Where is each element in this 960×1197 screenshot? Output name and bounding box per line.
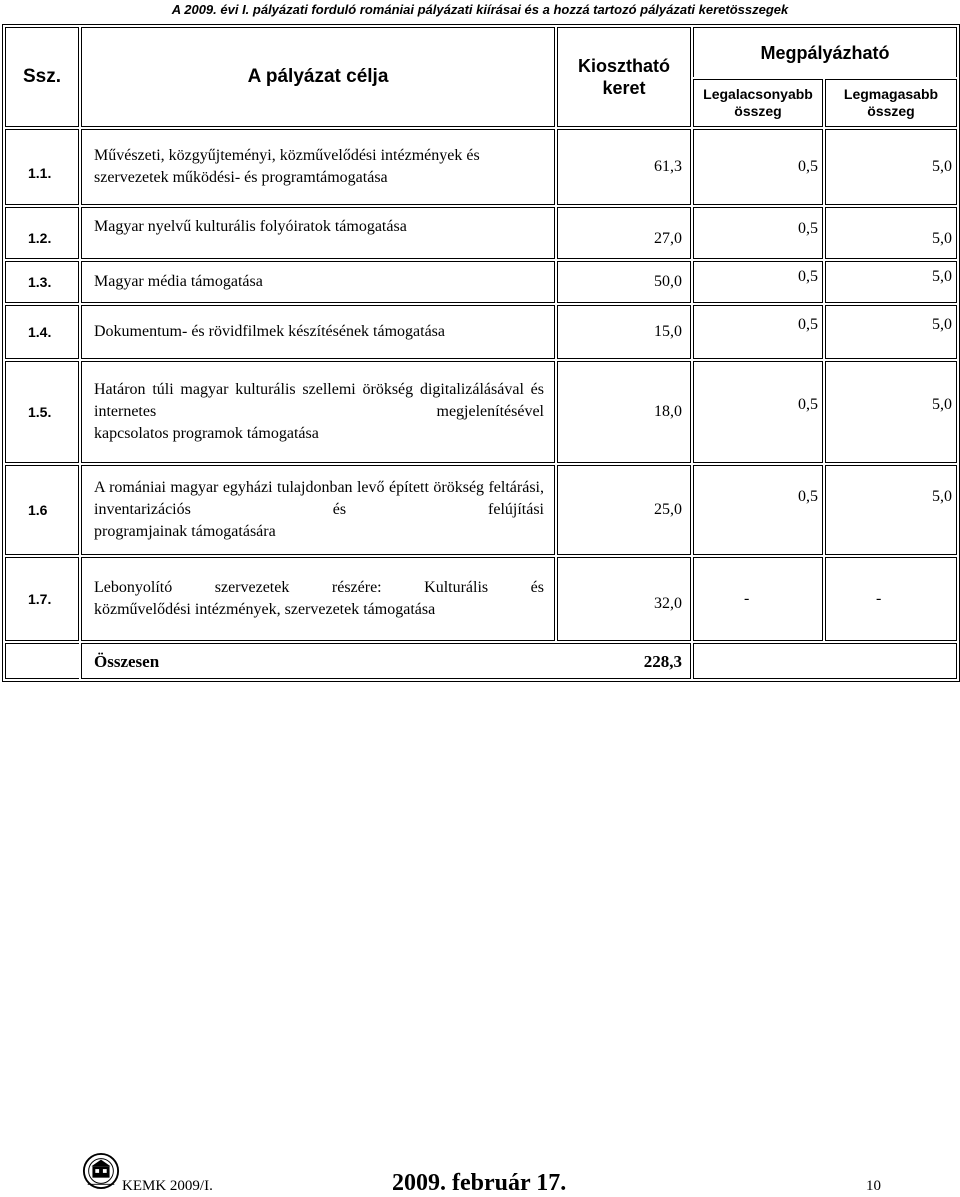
table-row [5,129,957,205]
row-max: 5,0 [825,465,957,555]
row-budget: 25,0 [557,465,691,555]
row-min: 0,5 [693,465,823,555]
header-budget-line1: Kiosztható [578,56,670,76]
header-max-line2: összeg [867,103,915,119]
table-row [5,465,957,555]
row-max: 5,0 [825,129,957,205]
total-row [5,643,957,679]
row-max: 5,0 [825,261,957,303]
header-budget [557,27,691,127]
seal-logo-icon [82,1152,120,1190]
header-max-line1: Legmagasabb [843,86,939,102]
row-purpose-main: Határon túli magyar kulturális szellemi örökség digitalizálásával és internetes megjelenítésével [94,381,544,420]
row-purpose-end: közművelődési intézmények, szervezetek támogatása [94,601,436,618]
row-purpose: Művészeti, közgyűjteményi, közművelődési intézmények és szervezetek működési- és programtámogatása [81,129,555,205]
row-purpose: Magyar nyelvű kulturális folyóiratok támogatása [81,207,555,259]
header-max [825,79,957,127]
footer-date: 2009. február 17. [392,1170,567,1196]
row-max: 5,0 [825,207,957,259]
row-purpose-main: A romániai magyar egyházi tulajdonban levő épített örökség feltárási, inventarizációs és felújítási [94,479,544,518]
table-row [5,207,957,259]
page-footer [0,1150,960,1196]
row-purpose [81,557,555,641]
row-purpose-end: kapcsolatos programok támogatása [94,425,319,442]
row-min: 0,5 [693,261,823,303]
row-number: 1.4. [5,305,79,359]
header-purpose: A pályázat célja [81,27,555,127]
table-row [5,361,957,463]
row-min: 0,5 [693,361,823,463]
row-number: 1.2. [5,207,79,259]
header-min [693,79,823,127]
row-purpose [81,361,555,463]
page-title: A 2009. évi I. pályázati forduló romániai pályázati kiírásai és a hozzá tartozó pályázati keretösszegek [171,2,789,17]
row-purpose-end: programjainak támogatására [94,523,276,540]
table-row [5,557,957,641]
row-number: 1.5. [5,361,79,463]
header-min-line1: Legalacsonyabb [703,86,813,102]
total-cell [81,643,691,679]
row-number: 1.1. [5,129,79,205]
table-row [5,261,957,303]
row-budget: 27,0 [557,207,691,259]
total-value: 228,3 [643,652,682,671]
table-header-row [5,27,957,77]
row-budget: 61,3 [557,129,691,205]
header-ssz: Ssz. [5,27,79,127]
row-budget: 50,0 [557,261,691,303]
header-applicable: Megpályázható [693,27,957,77]
row-purpose-main: Lebonyolító szervezetek részére: Kulturális és [94,579,544,596]
row-budget: 15,0 [557,305,691,359]
row-max: 5,0 [825,305,957,359]
footer-page-number: 10 [866,1178,881,1194]
row-min: 0,5 [693,305,823,359]
grant-table [2,24,960,682]
row-max: 5,0 [825,361,957,463]
row-number: 1.7. [5,557,79,641]
row-purpose [81,465,555,555]
row-min: - [693,557,823,641]
header-min-line2: összeg [734,103,782,119]
footer-code: KEMK 2009/I. [122,1178,213,1194]
row-min: 0,5 [693,129,823,205]
row-min: 0,5 [693,207,823,259]
total-spacer [5,643,79,679]
row-budget: 18,0 [557,361,691,463]
row-purpose: Magyar média támogatása [81,261,555,303]
row-number: 1.3. [5,261,79,303]
row-purpose: Dokumentum- és rövidfilmek készítésének támogatása [81,305,555,359]
total-empty [693,643,957,679]
row-budget: 32,0 [557,557,691,641]
row-number: 1.6 [5,465,79,555]
row-max: - [825,557,957,641]
table-row [5,305,957,359]
header-budget-line2: keret [602,78,646,98]
total-label: Összesen [94,652,160,671]
